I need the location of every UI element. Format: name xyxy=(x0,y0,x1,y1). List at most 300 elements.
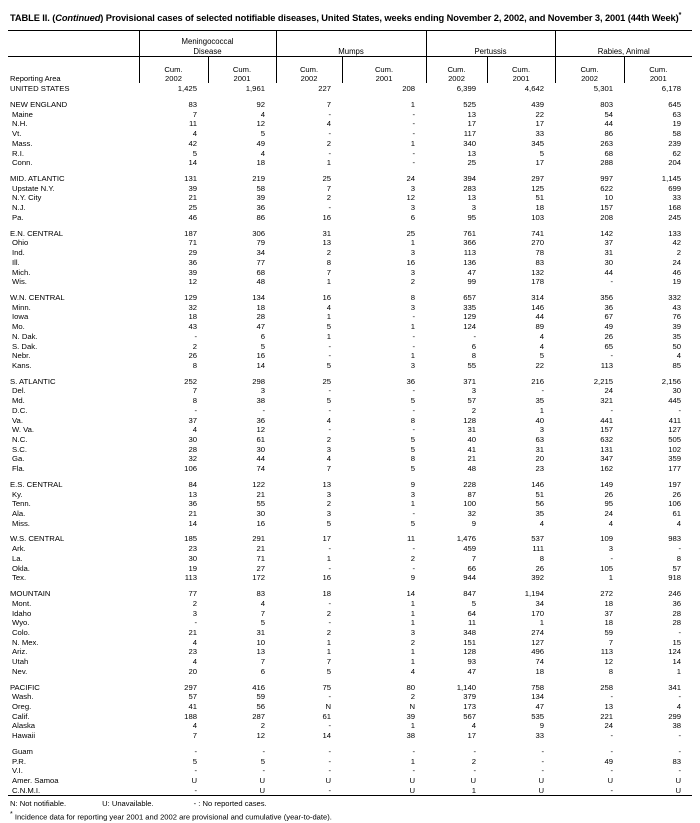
row-value-cell: 86 xyxy=(256,212,266,222)
row-value-cell: 25 xyxy=(322,174,332,184)
row-value-cell: - xyxy=(328,109,332,119)
group-header-pertussis: Pertussis xyxy=(426,31,555,57)
row-value-cell: - xyxy=(610,351,614,361)
row-value-cell: 8 xyxy=(471,351,477,361)
row-value-cell: 109 xyxy=(600,534,614,544)
row-area-label: Miss. xyxy=(12,518,30,528)
row-value-cell: - xyxy=(610,405,614,415)
row-value-cell: 5 xyxy=(192,148,197,158)
table-row xyxy=(8,544,692,554)
row-value-cell: - xyxy=(678,692,682,702)
row-value-cell: 9 xyxy=(471,518,477,528)
header-col-pertussis-2002 xyxy=(426,57,487,84)
row-value-cell: 13 xyxy=(604,701,614,711)
row-value-cell: 1,145 xyxy=(661,174,682,184)
row-value-cell: - xyxy=(139,786,208,796)
row-value-cell: 8 xyxy=(410,415,416,425)
row-value-cell: 26 xyxy=(535,563,545,573)
row-value-cell: 8 xyxy=(410,292,416,302)
row-value-cell: 127 xyxy=(668,425,682,435)
row-value-cell: 306 xyxy=(252,228,266,238)
row-value-cell: 21 xyxy=(188,627,197,637)
row-value-cell: N xyxy=(409,701,416,711)
row-value-cell: 4 xyxy=(539,518,545,528)
row-value-cell: 4 xyxy=(326,119,332,129)
row-value-cell: U xyxy=(538,776,545,786)
row-value-cell: 239 xyxy=(668,138,682,148)
row-value-cell: 219 xyxy=(252,174,266,184)
row-value-cell: 47 xyxy=(535,701,545,711)
row-value-cell: 74 xyxy=(535,657,545,667)
table-row xyxy=(8,683,692,693)
row-value-cell: 19 xyxy=(188,563,197,573)
row-value-cell: U xyxy=(470,776,477,786)
row-value-cell: 111 xyxy=(532,544,545,554)
row-value-cell: 7 xyxy=(260,608,266,618)
header-subcolumn-row xyxy=(8,57,692,84)
row-value-cell: 30 xyxy=(256,444,266,454)
row-value-cell: 39 xyxy=(188,267,197,277)
row-value-cell: - xyxy=(412,119,416,129)
row-value-cell: 7 xyxy=(326,267,332,277)
header-col-mumps-2001 xyxy=(342,57,426,84)
row-value-cell: 4 xyxy=(539,331,545,341)
row-area-label: E.N. CENTRAL xyxy=(10,228,63,238)
row-value-cell: 4 xyxy=(192,425,197,435)
row-value-cell: 32 xyxy=(188,302,197,312)
row-value-cell: 332 xyxy=(668,292,682,302)
row-value-cell: 58 xyxy=(672,129,682,139)
row-value-cell: 24 xyxy=(604,721,614,731)
row-value-cell: 18 xyxy=(535,666,545,676)
row-value-cell: 12 xyxy=(604,657,614,667)
row-area-label: Alaska xyxy=(12,721,36,731)
table-row xyxy=(8,213,692,223)
row-value-cell: - xyxy=(262,405,266,415)
row-value-cell: 1 xyxy=(426,786,487,796)
row-value-cell: 7 xyxy=(326,100,332,110)
row-value-cell: 22 xyxy=(535,109,545,119)
row-value-cell: 19 xyxy=(672,277,682,287)
row-value-cell: 36 xyxy=(672,598,682,608)
row-value-cell: - xyxy=(412,312,416,322)
header-col-rabies-2001-line1: Cum. xyxy=(649,64,668,74)
row-area-label: Hawaii xyxy=(12,731,36,741)
row-area-label: Okla. xyxy=(12,563,30,573)
table-row xyxy=(8,396,692,406)
row-value-cell: 39 xyxy=(188,183,197,193)
header-group-row xyxy=(8,31,692,57)
row-area-label: S. ATLANTIC xyxy=(10,376,56,386)
table-row xyxy=(8,712,692,722)
row-area-label: Amer. Samoa xyxy=(12,776,59,786)
row-value-cell: 445 xyxy=(668,396,682,406)
row-area-label: N. Mex. xyxy=(12,637,39,647)
row-value-cell: 61 xyxy=(256,435,266,445)
row-value-cell: 62 xyxy=(672,148,682,158)
row-value-cell: U xyxy=(342,786,426,796)
row-value-cell: 228 xyxy=(463,479,477,489)
row-value-cell: 3 xyxy=(471,386,477,396)
row-value-cell: 632 xyxy=(600,435,614,445)
row-value-cell: 4,642 xyxy=(524,84,545,94)
row-value-cell: 24 xyxy=(604,386,614,396)
row-value-cell: - xyxy=(412,158,416,168)
footnotes xyxy=(8,799,694,823)
row-value-cell: 83 xyxy=(672,756,682,766)
row-value-cell: 2 xyxy=(326,138,332,148)
header-col-mumps-2001-line2: 2001 xyxy=(375,74,393,84)
row-value-cell: 185 xyxy=(184,534,197,544)
row-area-label: Mo. xyxy=(12,322,25,332)
row-value-cell: 6,399 xyxy=(456,84,477,94)
footnote-star-text: Incidence data for reporting year 2001 and 2002 are provisional and cumulative (year-to-date). xyxy=(12,812,332,822)
row-value-cell: - xyxy=(610,553,614,563)
row-value-cell: - xyxy=(610,766,614,776)
row-value-cell: 37 xyxy=(188,415,197,425)
row-value-cell: 30 xyxy=(604,257,614,267)
row-value-cell: 3 xyxy=(326,444,332,454)
row-value-cell: 48 xyxy=(467,464,477,474)
row-value-cell: 71 xyxy=(188,238,197,248)
row-value-cell: 3 xyxy=(410,627,416,637)
row-value-cell: 392 xyxy=(531,573,545,583)
row-value-cell: 17 xyxy=(535,119,545,129)
row-area-label: S.C. xyxy=(12,444,27,454)
row-value-cell: - xyxy=(412,766,416,776)
row-area-label: Upstate N.Y. xyxy=(12,183,55,193)
row-value-cell: 288 xyxy=(600,158,614,168)
row-value-cell: 129 xyxy=(184,292,197,302)
row-value-cell: 59 xyxy=(256,692,266,702)
row-value-cell: 341 xyxy=(668,682,682,692)
row-value-cell: 1 xyxy=(326,158,332,168)
row-value-cell: 35 xyxy=(535,509,545,519)
row-value-cell: 4 xyxy=(260,148,266,158)
row-value-cell: 28 xyxy=(672,608,682,618)
row-value-cell: 89 xyxy=(535,322,545,332)
row-value-cell: 36 xyxy=(604,302,614,312)
row-value-cell: 47 xyxy=(256,322,266,332)
row-value-cell: - xyxy=(328,598,332,608)
row-area-label: Ga. xyxy=(12,454,25,464)
row-value-cell: 134 xyxy=(252,292,266,302)
table-row xyxy=(8,464,692,474)
row-area-label: Pa. xyxy=(12,212,24,222)
row-value-cell: 2 xyxy=(410,553,416,563)
row-value-cell: 61 xyxy=(672,509,682,519)
row-value-cell: 4 xyxy=(326,302,332,312)
row-value-cell: 216 xyxy=(531,376,545,386)
table-row xyxy=(8,534,692,544)
row-value-cell: U xyxy=(259,776,266,786)
row-value-cell: 7 xyxy=(471,553,477,563)
row-value-cell: 535 xyxy=(531,711,545,721)
row-value-cell: 75 xyxy=(322,682,332,692)
row-value-cell: 3 xyxy=(192,608,197,618)
row-value-cell: 40 xyxy=(467,435,477,445)
row-area-label: Ariz. xyxy=(12,647,28,657)
row-value-cell: - xyxy=(328,203,332,213)
row-value-cell: 41 xyxy=(188,701,197,711)
row-value-cell: 8 xyxy=(539,553,545,563)
row-value-cell: 18 xyxy=(322,589,332,599)
row-value-cell: 47 xyxy=(467,267,477,277)
row-value-cell: 8 xyxy=(676,553,682,563)
row-value-cell: 1 xyxy=(410,100,416,110)
row-value-cell: 4 xyxy=(192,721,197,731)
header-col-meningococcal-2002-line1: Cum. xyxy=(164,64,183,74)
row-value-cell: 10 xyxy=(256,637,266,647)
row-value-cell: 25 xyxy=(322,376,332,386)
row-value-cell: - xyxy=(194,405,197,415)
row-value-cell: 5 xyxy=(410,518,416,528)
row-value-cell: 5 xyxy=(539,148,545,158)
row-area-label: Kans. xyxy=(12,360,32,370)
row-value-cell: 13 xyxy=(256,647,266,657)
row-value-cell: - xyxy=(412,386,416,396)
row-value-cell: 61 xyxy=(322,711,332,721)
table-row xyxy=(8,158,692,168)
row-value-cell: 134 xyxy=(531,692,545,702)
row-value-cell: 122 xyxy=(252,479,266,489)
row-value-cell: 1 xyxy=(410,721,416,731)
row-value-cell: 3 xyxy=(608,544,614,554)
row-value-cell: 31 xyxy=(322,228,332,238)
row-value-cell: 5 xyxy=(410,396,416,406)
table-row xyxy=(8,361,692,371)
row-value-cell: 246 xyxy=(668,589,682,599)
row-value-cell: 47 xyxy=(467,666,477,676)
row-value-cell: - xyxy=(555,786,624,796)
row-value-cell: 58 xyxy=(256,183,266,193)
row-value-cell: - xyxy=(610,731,614,741)
row-value-cell: 21 xyxy=(188,193,197,203)
row-value-cell: 78 xyxy=(535,248,545,258)
table-row xyxy=(8,766,692,776)
row-value-cell: 113 xyxy=(184,573,197,583)
table-row xyxy=(8,129,692,139)
row-value-cell: 85 xyxy=(672,360,682,370)
row-value-cell: 83 xyxy=(188,100,197,110)
row-value-cell: 6 xyxy=(410,212,416,222)
row-value-cell: 2 xyxy=(410,692,416,702)
row-value-cell: 4 xyxy=(192,129,197,139)
row-value-cell: 95 xyxy=(467,212,477,222)
table-row xyxy=(8,609,692,619)
row-value-cell: - xyxy=(328,405,332,415)
row-value-cell: 1 xyxy=(326,553,332,563)
row-value-cell: 5 xyxy=(410,435,416,445)
row-value-cell: 28 xyxy=(672,618,682,628)
row-value-cell: - xyxy=(328,756,332,766)
table-row xyxy=(8,342,692,352)
row-value-cell: 944 xyxy=(463,573,477,583)
row-value-cell: 57 xyxy=(467,396,477,406)
row-value-cell: 4 xyxy=(539,341,545,351)
row-value-cell: 36 xyxy=(256,203,266,213)
table-row xyxy=(8,776,692,786)
row-value-cell: 33 xyxy=(672,193,682,203)
row-value-cell: 258 xyxy=(600,682,614,692)
table-row xyxy=(8,573,692,583)
row-value-cell: 30 xyxy=(672,386,682,396)
row-value-cell: 4 xyxy=(471,721,477,731)
row-value-cell: 3 xyxy=(539,425,545,435)
row-value-cell: 7 xyxy=(326,464,332,474)
row-value-cell: - xyxy=(328,341,332,351)
row-value-cell: 12 xyxy=(256,425,266,435)
row-value-cell: - xyxy=(262,746,266,756)
row-value-cell: 7 xyxy=(608,637,614,647)
row-value-cell: U xyxy=(607,776,614,786)
row-value-cell: 4 xyxy=(410,666,416,676)
row-value-cell: 25 xyxy=(406,228,416,238)
row-value-cell: - xyxy=(194,618,197,628)
row-value-cell: 8 xyxy=(192,396,197,406)
row-value-cell: 146 xyxy=(531,302,545,312)
row-value-cell: 42 xyxy=(188,138,197,148)
row-value-cell: 298 xyxy=(252,376,266,386)
row-value-cell: 13 xyxy=(322,479,332,489)
footnote-no-reported-cases: - : No reported cases. xyxy=(193,799,267,809)
row-value-cell: 41 xyxy=(467,444,477,454)
row-value-cell: 2 xyxy=(326,435,332,445)
row-value-cell: 36 xyxy=(188,499,197,509)
row-value-cell: 25 xyxy=(188,203,197,213)
group-header-mumps: Mumps xyxy=(276,31,426,57)
row-value-cell: 16 xyxy=(322,212,332,222)
table-row xyxy=(8,203,692,213)
row-value-cell: 348 xyxy=(463,627,477,637)
row-value-cell: - xyxy=(541,766,545,776)
row-value-cell: 102 xyxy=(668,444,682,454)
row-value-cell: - xyxy=(473,331,477,341)
row-value-cell: 439 xyxy=(531,100,545,110)
table-row xyxy=(8,248,692,258)
row-value-cell: 5 xyxy=(326,396,332,406)
row-value-cell: 34 xyxy=(256,248,266,258)
table-row xyxy=(8,638,692,648)
table-row xyxy=(8,229,692,239)
row-value-cell: 44 xyxy=(604,267,614,277)
row-value-cell: 18 xyxy=(188,312,197,322)
row-value-cell: 12 xyxy=(188,277,197,287)
header-col-meningococcal-2002-line2: 2002 xyxy=(165,74,182,84)
row-value-cell: 997 xyxy=(600,174,614,184)
row-area-label: PACIFIC xyxy=(10,682,40,692)
table-row xyxy=(8,435,692,445)
title-suffix: ) Provisional cases of selected notifiable diseases, United States, weeks ending November 2, 2002, and November 3, 2001 (44th Week) xyxy=(100,13,679,24)
table-row xyxy=(8,110,692,120)
row-area-label: Md. xyxy=(12,396,25,406)
row-value-cell: 38 xyxy=(256,396,266,406)
row-value-cell: 197 xyxy=(668,479,682,489)
row-value-cell: 1 xyxy=(410,608,416,618)
row-value-cell: 5,301 xyxy=(593,84,614,94)
row-value-cell: 1 xyxy=(539,405,545,415)
row-area-label: E.S. CENTRAL xyxy=(10,479,63,489)
row-value-cell: 55 xyxy=(256,499,266,509)
row-value-cell: 124 xyxy=(668,647,682,657)
row-value-cell: 983 xyxy=(668,534,682,544)
row-value-cell: 12 xyxy=(256,731,266,741)
row-value-cell: 30 xyxy=(188,553,197,563)
row-value-cell: - xyxy=(412,509,416,519)
row-area-label: Tenn. xyxy=(12,499,31,509)
row-value-cell: 2 xyxy=(326,627,332,637)
row-value-cell: 4 xyxy=(676,701,682,711)
row-area-label: Ala. xyxy=(12,509,26,519)
row-value-cell: 340 xyxy=(463,138,477,148)
row-value-cell: 125 xyxy=(531,183,545,193)
row-value-cell: 5 xyxy=(471,598,477,608)
row-value-cell: 31 xyxy=(535,444,545,454)
row-value-cell: 204 xyxy=(668,158,682,168)
row-value-cell: 263 xyxy=(600,138,614,148)
row-value-cell: 356 xyxy=(600,292,614,302)
row-value-cell: 44 xyxy=(535,312,545,322)
row-value-cell: 68 xyxy=(256,267,266,277)
header-col-rabies-2001 xyxy=(624,57,692,84)
row-value-cell: 2 xyxy=(260,721,266,731)
row-value-cell: 105 xyxy=(600,563,614,573)
row-area-label: Mich. xyxy=(12,267,31,277)
row-value-cell: 1 xyxy=(326,277,332,287)
row-value-cell: 3 xyxy=(260,386,266,396)
row-value-cell: 5 xyxy=(260,618,266,628)
row-value-cell: 21 xyxy=(188,509,197,519)
header-col-meningococcal-2002 xyxy=(139,57,208,84)
row-value-cell: 95 xyxy=(604,499,614,509)
table-row xyxy=(8,139,692,149)
row-value-cell: 18 xyxy=(604,598,614,608)
row-value-cell: 272 xyxy=(600,589,614,599)
row-value-cell: 42 xyxy=(672,238,682,248)
row-area-label: Mass. xyxy=(12,138,33,148)
row-value-cell: U xyxy=(325,776,332,786)
row-value-cell: 758 xyxy=(531,682,545,692)
table-row xyxy=(8,786,692,796)
row-value-cell: 2 xyxy=(192,598,197,608)
row-value-cell: 741 xyxy=(531,228,545,238)
row-area-label: Maine xyxy=(12,109,33,119)
row-value-cell: 22 xyxy=(535,360,545,370)
table-row xyxy=(8,277,692,287)
row-value-cell: 6 xyxy=(260,666,266,676)
row-value-cell: 14 xyxy=(322,731,332,741)
row-value-cell: 496 xyxy=(531,647,545,657)
row-value-cell: 157 xyxy=(600,203,614,213)
row-value-cell: 252 xyxy=(184,376,197,386)
row-value-cell: 761 xyxy=(463,228,477,238)
row-value-cell: 84 xyxy=(188,479,197,489)
row-value-cell: 55 xyxy=(467,360,477,370)
row-value-cell: 24 xyxy=(406,174,416,184)
row-value-cell: 49 xyxy=(256,138,266,148)
row-value-cell: 71 xyxy=(256,553,266,563)
row-value-cell: 74 xyxy=(256,464,266,474)
row-value-cell: 1 xyxy=(676,666,682,676)
row-value-cell: 2 xyxy=(192,341,197,351)
table-row xyxy=(8,406,692,416)
row-value-cell: 34 xyxy=(535,598,545,608)
row-value-cell: 30 xyxy=(188,435,197,445)
row-value-cell: 168 xyxy=(668,203,682,213)
row-value-cell: 17 xyxy=(467,119,477,129)
table-row xyxy=(8,193,692,203)
title-continued: Continued xyxy=(55,13,101,24)
